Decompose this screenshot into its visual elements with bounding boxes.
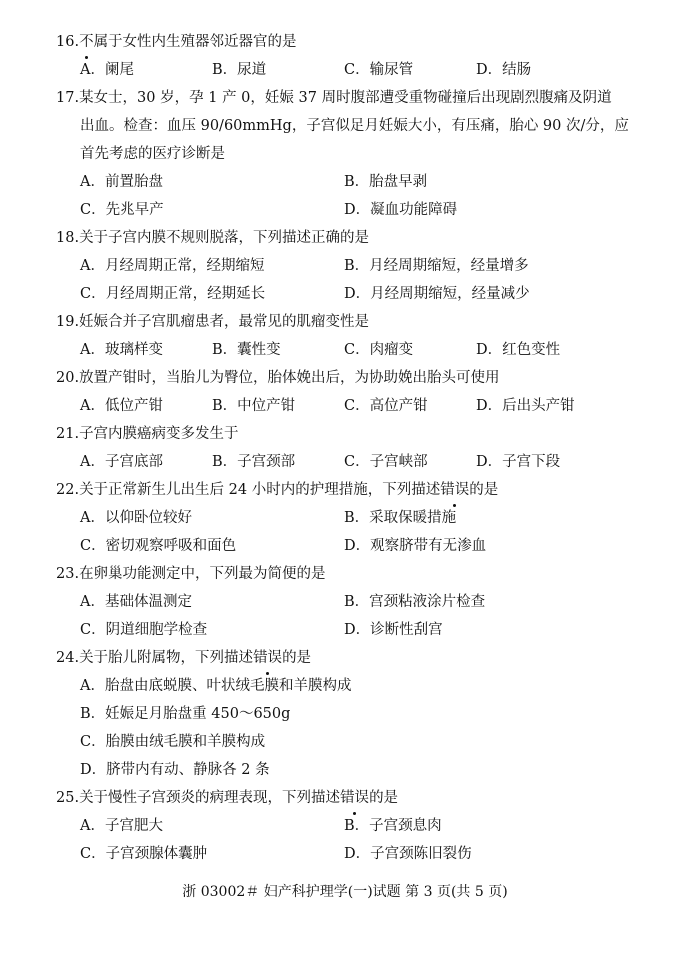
option-b: B．采取保暖措施 (344, 510, 457, 526)
option-a: A．低位产钳 (80, 398, 163, 414)
option-c: C．密切观察呼吸和面色 (80, 538, 237, 554)
question-number: 22. (56, 482, 80, 498)
question-number: 16. (56, 34, 80, 50)
option-b: B．中位产钳 (212, 398, 296, 414)
question-stem: 23.在卵巢功能测定中，下列最为简便的是 (56, 560, 616, 588)
question-number: 19. (56, 314, 80, 330)
question-number: 24. (56, 650, 80, 666)
question-number: 23. (56, 566, 80, 582)
option-a: A．基础体温测定 (80, 594, 192, 610)
option-d: D．凝血功能障碍 (344, 202, 458, 218)
option-a: A．玻璃样变 (80, 342, 163, 358)
question-stem: 18.关于子宫内膜不规则脱落，下列描述正确的是 (56, 224, 616, 252)
option-d: D．月经周期缩短，经量减少 (344, 286, 530, 302)
question-number: 20. (56, 370, 80, 386)
option-c: C．胎膜由绒毛膜和羊膜构成 (80, 734, 266, 750)
question-stem-line: 出血。检查：血压 90/60mmHg，子宫似足月妊娠大小，有压痛，胎心 90 次/分，应 (80, 118, 629, 134)
option-a: A．子宫底部 (80, 454, 163, 470)
option-c: C．子宫颈腺体囊肿 (80, 846, 208, 862)
option-a: A．前置胎盘 (80, 174, 163, 190)
option-a: A．月经周期正常，经期缩短 (80, 258, 265, 274)
option-b: B．妊娠足月胎盘重 450～650g (80, 706, 291, 722)
page-footer (0, 880, 690, 904)
option-b: B．子宫颈部 (212, 454, 296, 470)
question-number: 21. (56, 426, 80, 442)
option-b: B．月经周期缩短，经量增多 (344, 258, 529, 274)
question-stem: 24.关于胎儿附属物，下列描述错误的是 (56, 644, 616, 672)
option-b: B．尿道 (212, 62, 267, 78)
question-stem: 20.放置产钳时，当胎儿为臀位，胎体娩出后，为协助娩出胎头可使用 (56, 364, 616, 392)
option-c: C．先兆早产 (80, 202, 164, 218)
option-d: D．后出头产钳 (476, 398, 575, 414)
option-d: D．结肠 (476, 62, 532, 78)
option-d: D．红色变性 (476, 342, 561, 358)
emphasis-dot-text: 错误 (340, 784, 369, 812)
option-c: C．肉瘤变 (344, 342, 414, 358)
option-c: C．阴道细胞学检查 (80, 622, 208, 638)
emphasis-dot-text: 错误 (253, 644, 282, 672)
option-c: C．输尿管 (344, 62, 414, 78)
option-a: A．子宫肥大 (80, 818, 163, 834)
option-d: D．子宫颈陈旧裂伤 (344, 846, 472, 862)
question-stem: 17.某女士，30 岁，孕 1 产 0，妊娠 37 周时腹部遭受重物碰撞后出现剧烈腹痛及阴道 (56, 84, 616, 112)
footer-page-number: 第 3 页(共 5 页) (405, 884, 508, 900)
option-b: B．囊性变 (212, 342, 281, 358)
emphasis-dot-text: 不 (79, 28, 94, 56)
option-d: D．脐带内有动、静脉各 2 条 (80, 762, 270, 778)
option-d: D．观察脐带有无渗血 (344, 538, 487, 554)
option-b: B．胎盘早剥 (344, 174, 428, 190)
question-stem: 25.关于慢性子宫颈炎的病理表现，下列描述错误的是 (56, 784, 616, 812)
option-c: C．子宫峡部 (344, 454, 428, 470)
option-b: B．子宫颈息肉 (344, 818, 442, 834)
question-stem-line: 首先考虑的医疗诊断是 (80, 146, 225, 162)
option-a: A．以仰卧位较好 (80, 510, 192, 526)
option-a: A．阑尾 (80, 62, 134, 78)
option-b: B．宫颈粘液涂片检查 (344, 594, 486, 610)
footer-code: 浙 03002＃ (182, 884, 260, 900)
option-c: C．月经周期正常，经期延长 (80, 286, 266, 302)
question-number: 17. (56, 90, 80, 106)
emphasis-dot-text: 错误 (440, 476, 469, 504)
option-d: D．诊断性刮宫 (344, 622, 443, 638)
option-c: C．高位产钳 (344, 398, 428, 414)
question-stem: 19.妊娠合并子宫肌瘤患者，最常见的肌瘤变性是 (56, 308, 616, 336)
option-d: D．子宫下段 (476, 454, 561, 470)
question-stem: 22.关于正常新生儿出生后 24 小时内的护理措施，下列描述错误的是 (56, 476, 616, 504)
question-stem: 16.不属于女性内生殖器邻近器官的是 (56, 28, 616, 56)
question-stem: 21.子宫内膜癌病变多发生于 (56, 420, 616, 448)
footer-subject: 妇产科护理学(一)试题 (263, 884, 401, 900)
option-a: A．胎盘由底蜕膜、叶状绒毛膜和羊膜构成 (80, 678, 352, 694)
question-number: 25. (56, 790, 80, 806)
question-number: 18. (56, 230, 80, 246)
